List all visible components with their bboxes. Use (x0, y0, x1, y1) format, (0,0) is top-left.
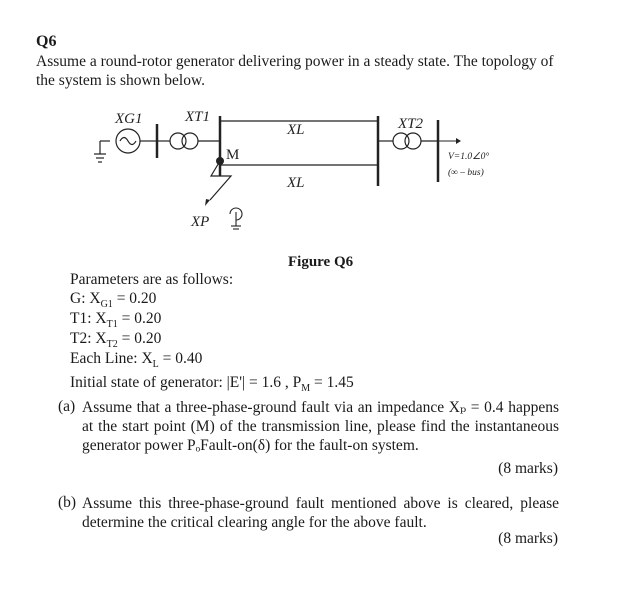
label-xt1: XT1 (185, 109, 211, 125)
part-b-label: (b) (58, 494, 77, 511)
label-bus-voltage: V=1.0∠0° (448, 152, 490, 162)
label-xt2: XT2 (398, 116, 424, 132)
part-a-label: (a) (58, 398, 76, 415)
param-t1: T1: $X_{T1} = 0.20$ (70, 310, 162, 331)
label-xp: XP (191, 214, 210, 230)
part-b-marks: (8 marks) (498, 530, 558, 547)
fault-ground-icon (230, 208, 242, 229)
transformer-t1-symbol (158, 133, 219, 149)
parameters-heading: Parameters are as follows: (70, 271, 234, 288)
part-b-text: Assume this three-phase-ground fault mentioned above is cleared, please determine the critical clearing angle for the above fault. (82, 495, 559, 531)
label-m: M (226, 147, 240, 163)
label-xg1: XG1 (115, 111, 143, 127)
label-xl-bottom: XL (287, 175, 305, 191)
param-t2: T2: $X_{T2} = 0.20$ (70, 330, 162, 351)
param-initial-state: Initial state of generator: |E'| = 1.6 , $P_M = 1.45$ (70, 374, 354, 395)
param-line: Each Line: $X_L = 0.40$ (70, 350, 203, 371)
label-bus-name: (∞ – bus) (448, 168, 484, 178)
question-number: Q6 (36, 33, 57, 50)
figure-caption: Figure Q6 (288, 254, 354, 270)
part-a-marks: (8 marks) (498, 460, 558, 477)
question-intro: Assume a round-rotor generator delivering power in a steady state. The topology of the system is shown below. (36, 53, 554, 89)
generator-ground-symbol (94, 141, 110, 162)
part-a-text: Assume that a three-phase-ground fault via an impedance Xₚ = 0.4 happens at the start point (M) of the transmission line, please find the instantaneous generator power PₒFault-on(δ) for the fault-on system. (82, 399, 559, 454)
label-xl-top: XL (287, 122, 305, 138)
transformer-t2-symbol (379, 133, 438, 149)
generator-symbol (116, 129, 156, 153)
param-g: G: $X_{G1} = 0.20$ (70, 290, 157, 311)
